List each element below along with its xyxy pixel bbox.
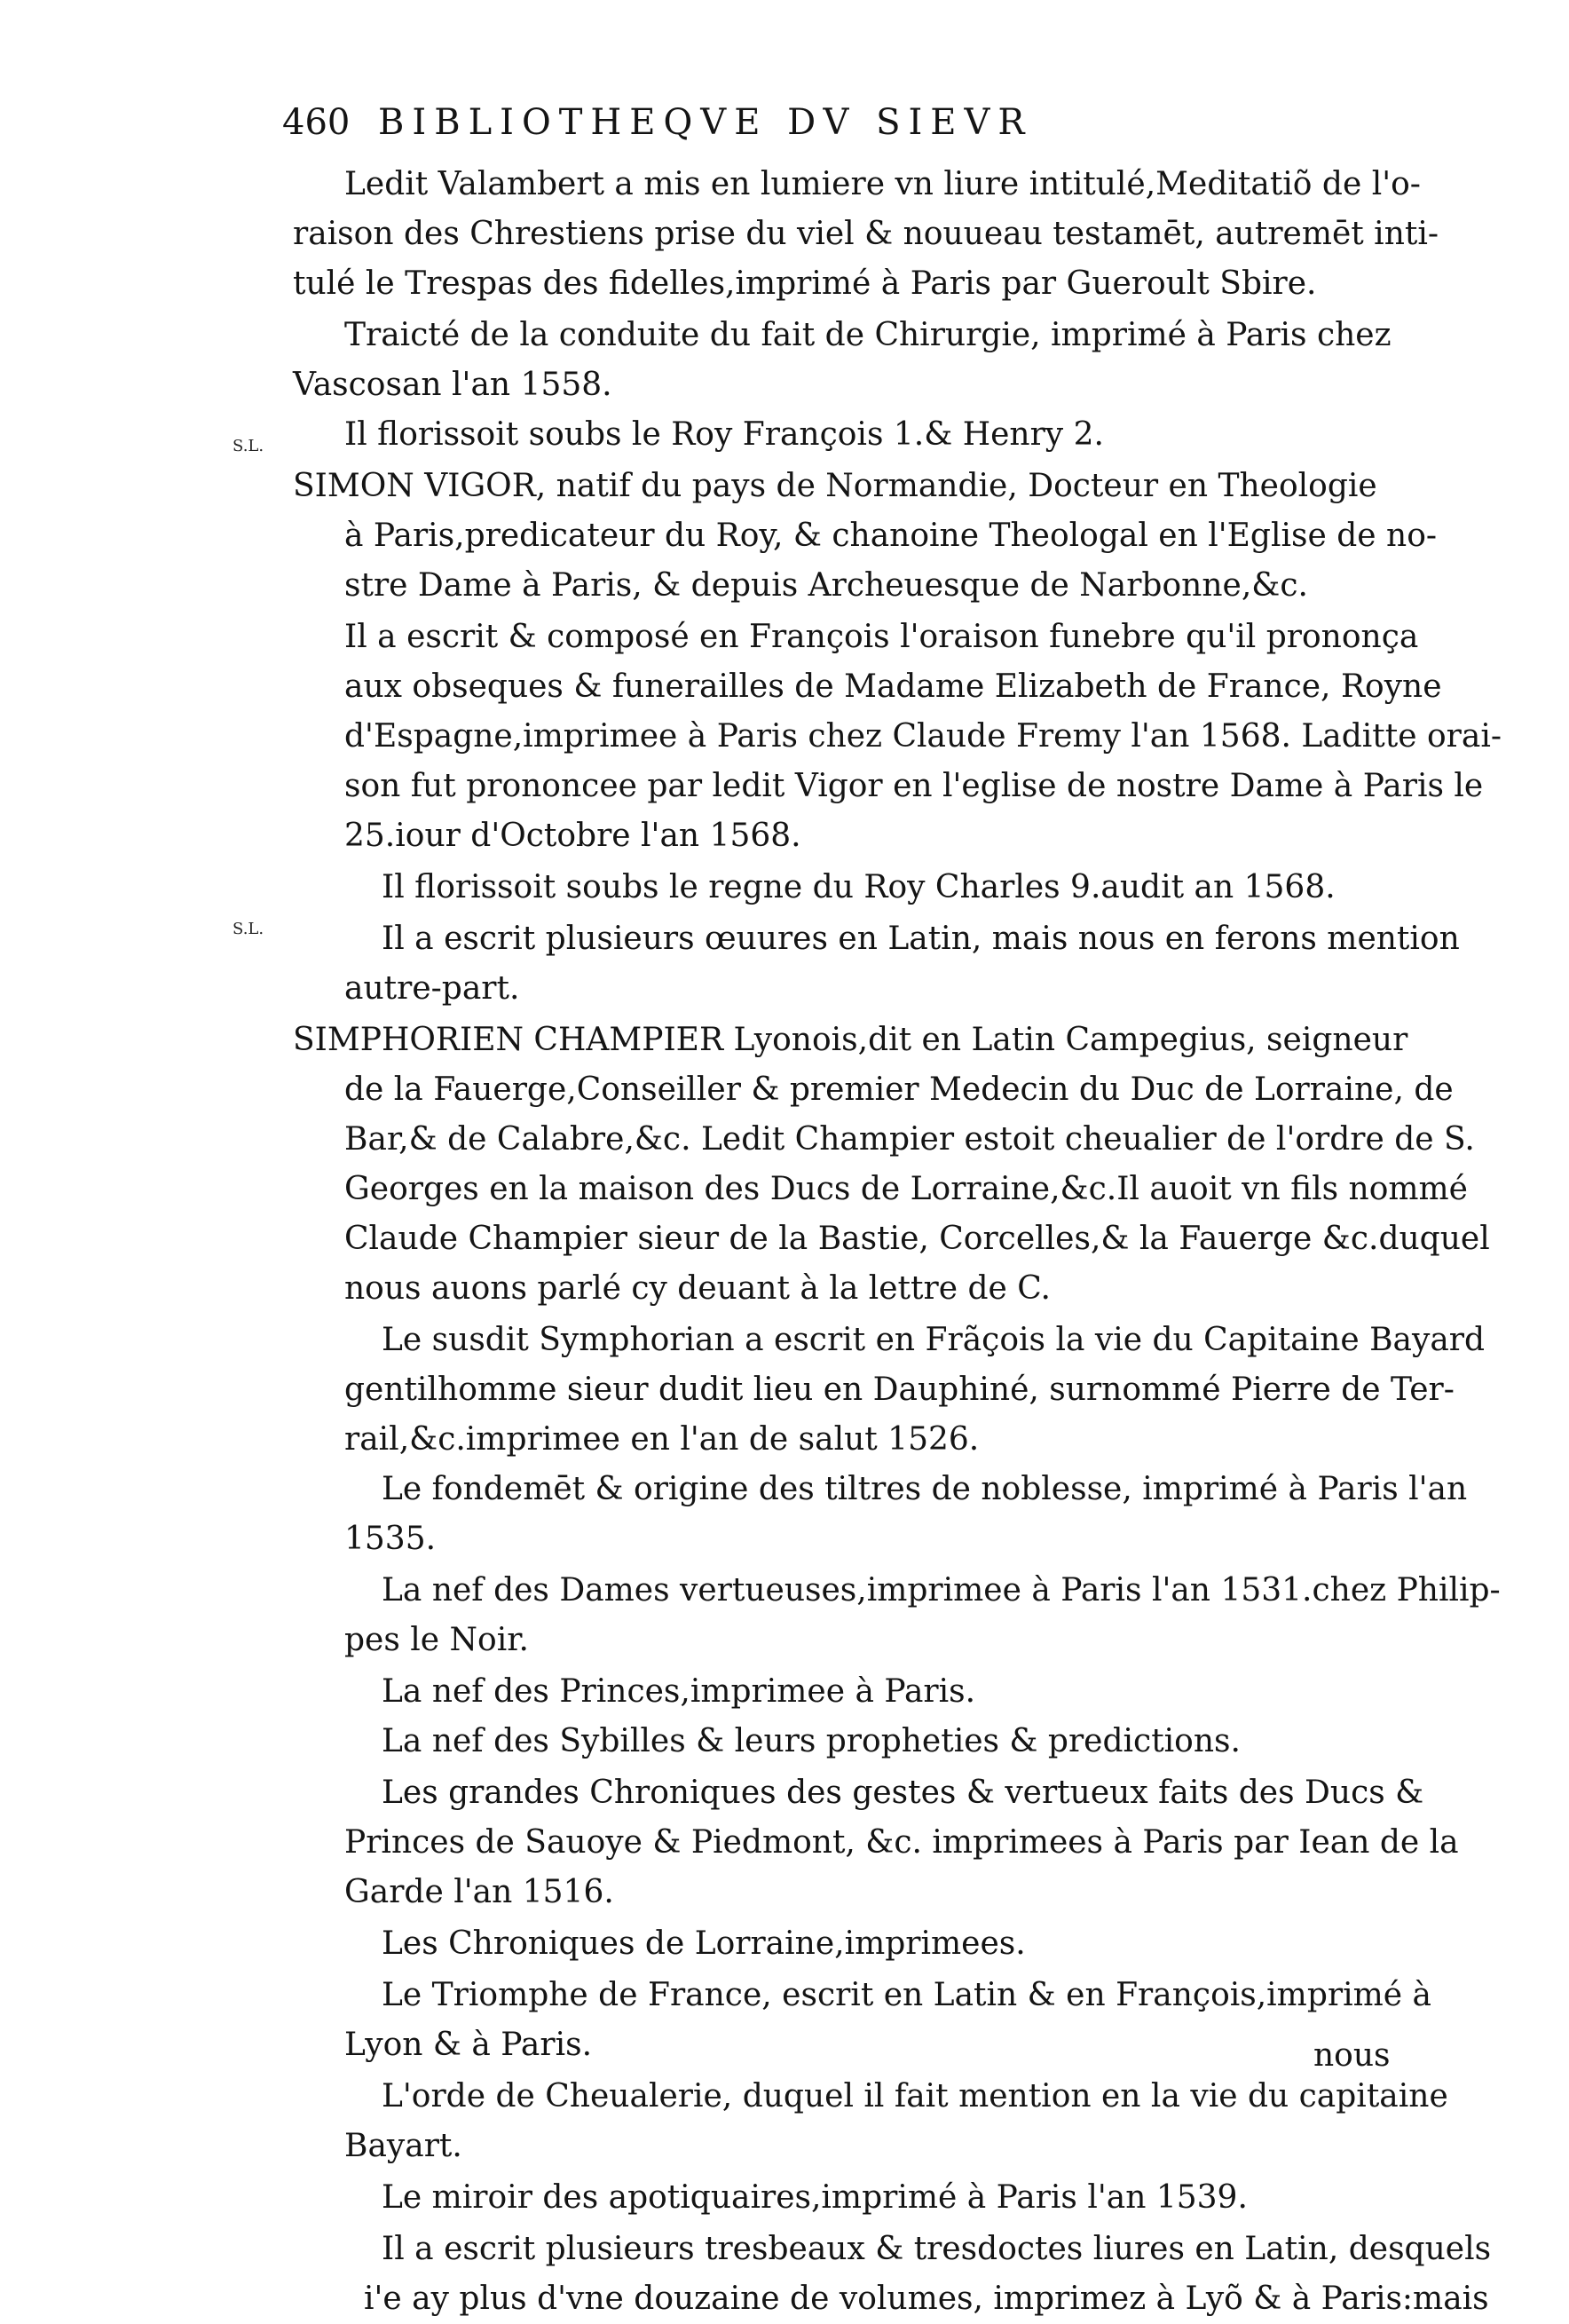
- text-line: tulé le Trespas des fidelles,imprimé à Paris par Gueroult Sbire.: [293, 265, 1317, 302]
- text-line: Les Chroniques de Lorraine,imprimees.: [382, 1925, 1026, 1962]
- text-line: Le miroir des apotiquaires,imprimé à Paris l'an 1539.: [382, 2179, 1248, 2216]
- page-header: [282, 102, 1376, 155]
- text-line: La nef des Princes,imprimee à Paris.: [382, 1673, 976, 1710]
- text-line: aux obseques & funerailles de Madame Elizabeth de France, Royne: [344, 668, 1442, 705]
- text-line: stre Dame à Paris, & depuis Archeuesque de Narbonne,&c.: [344, 567, 1308, 604]
- text-line: Il a escrit plusieurs œuures en Latin, mais nous en ferons mention: [382, 921, 1460, 957]
- margin-note: S.L.: [233, 437, 264, 455]
- text-line: Il a escrit plusieurs tresbeaux & tresdoctes liures en Latin, desquels: [382, 2231, 1492, 2267]
- text-line: Le susdit Symphorian a escrit en Frãçois la vie du Capitaine Bayard: [382, 1322, 1486, 1358]
- text-line: son fut prononcee par ledit Vigor en l'eglise de nostre Dame à Paris le: [344, 768, 1484, 804]
- text-line: à Paris,predicateur du Roy, & chanoine Theologal en l'Eglise de no-: [344, 518, 1438, 554]
- text-line: Vascosan l'an 1558.: [293, 367, 612, 403]
- text-line: raison des Chrestiens prise du viel & nouueau testamēt, autremēt inti-: [293, 216, 1439, 252]
- text-line: rail,&c.imprimee en l'an de salut 1526.: [344, 1421, 980, 1458]
- text-line: nous auons parlé cy deuant à la lettre de C.: [344, 1270, 1051, 1307]
- text-line: gentilhomme sieur dudit lieu en Dauphiné, surnommé Pierre de Ter-: [344, 1371, 1455, 1408]
- text-line: Princes de Sauoye & Piedmont, &c. imprimees à Paris par Iean de la: [344, 1824, 1459, 1861]
- text-line: Le Triomphe de France, escrit en Latin & en François,imprimé à: [382, 1977, 1431, 2013]
- text-line: La nef des Sybilles & leurs propheties & predictions.: [382, 1723, 1241, 1759]
- text-line: autre-part.: [344, 970, 520, 1007]
- page-number: 460: [282, 102, 351, 143]
- text-line: Traicté de la conduite du fait de Chirurgie, imprimé à Paris chez: [344, 317, 1392, 353]
- text-line: d'Espagne,imprimee à Paris chez Claude Fremy l'an 1568. Laditte orai-: [344, 718, 1502, 755]
- text-line: de la Fauerge,Conseiller & premier Medecin du Duc de Lorraine, de: [344, 1071, 1454, 1108]
- text-line: L'orde de Cheualerie, duquel il fait mention en la vie du capitaine: [382, 2078, 1448, 2115]
- catchword: nous: [1313, 2037, 1391, 2074]
- entry-heading-line: SIMPHORIEN CHAMPIER Lyonois,dit en Latin Campegius, seigneur: [293, 1022, 1408, 1058]
- text-line: Il florissoit soubs le Roy François 1.& Henry 2.: [344, 416, 1104, 453]
- text-line: i'e ay plus d'vne douzaine de volumes, imprimez à Lyõ & à Paris:mais: [364, 2281, 1489, 2317]
- margin-note: S.L.: [233, 920, 264, 938]
- text-line: Georges en la maison des Ducs de Lorraine,&c.Il auoit vn fils nommé: [344, 1171, 1468, 1207]
- running-title: BIBLIOTHEQVE DV SIEVR: [378, 102, 1033, 143]
- text-line: Lyon & à Paris.: [344, 2027, 593, 2063]
- text-line: Ledit Valambert a mis en lumiere vn liure intitulé,Meditatiõ de l'o-: [344, 166, 1421, 202]
- text-line: pes le Noir.: [344, 1622, 529, 1658]
- text-line: Les grandes Chroniques des gestes & vertueux faits des Ducs &: [382, 1775, 1424, 1811]
- text-line: Il a escrit & composé en François l'oraison funebre qu'il prononça: [344, 619, 1419, 655]
- text-line: Il florissoit soubs le regne du Roy Charles 9.audit an 1568.: [382, 869, 1336, 905]
- text-line: 1535.: [344, 1521, 437, 1557]
- text-line: 25.iour d'Octobre l'an 1568.: [344, 818, 801, 854]
- text-line: Le fondemēt & origine des tiltres de noblesse, imprimé à Paris l'an: [382, 1471, 1468, 1507]
- entry-heading-line: SIMON VIGOR, natif du pays de Normandie, Docteur en Theologie: [293, 468, 1377, 504]
- text-line: Claude Champier sieur de la Bastie, Corcelles,& la Fauerge &c.duquel: [344, 1221, 1490, 1257]
- text-line: Bar,& de Calabre,&c. Ledit Champier estoit cheualier de l'ordre de S.: [344, 1121, 1475, 1158]
- text-line: Bayart.: [344, 2128, 462, 2164]
- text-line: Garde l'an 1516.: [344, 1874, 614, 1910]
- text-line: La nef des Dames vertueuses,imprimee à Paris l'an 1531.chez Philip-: [382, 1572, 1501, 1609]
